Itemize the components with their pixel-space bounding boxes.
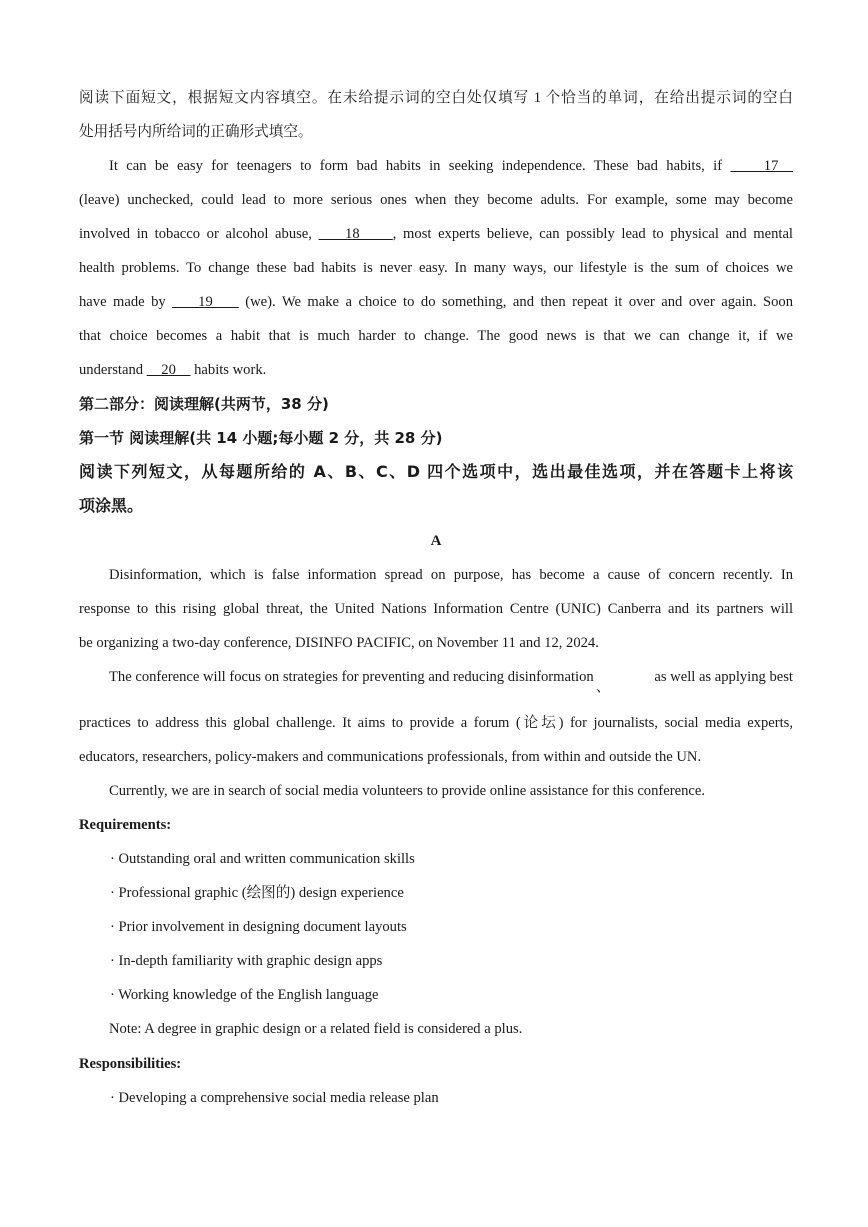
cloze-line-7: [79, 353, 793, 387]
cloze-line-2: (leave) unchecked, could lead to more serious ones when they become adults. For example, some may become: [79, 192, 793, 208]
section1-title: 第一节 阅读理解(共 14 小题;每小题 2 分，共 28 分): [79, 429, 443, 447]
passage-p2-line-2: practices to address this global challenge. It aims to provide a forum (论坛) for journalists, social media experts,: [79, 715, 793, 731]
reading-instruction-2: 项涂黑。: [79, 496, 144, 515]
passage-text: as well as applying best: [654, 669, 793, 685]
requirement-item: · Working knowledge of the English language: [110, 987, 379, 1003]
passage-p2-line-3: educators, researchers, policy-makers and communications professionals, from within and outside the UN.: [79, 749, 702, 765]
blank-18[interactable]: 18: [318, 226, 393, 242]
reading-instruction-1: 阅读下列短文，从每题所给的 A、B、C、D 四个选项中，选出最佳选项，并在答题卡上将该: [79, 462, 793, 481]
requirements-note: Note: A degree in graphic design or a related field is considered a plus.: [109, 1021, 523, 1037]
cloze-text: habits work.: [190, 362, 267, 378]
responsibility-item: · Developing a comprehensive social media release plan: [110, 1090, 439, 1106]
cloze-line-5: [79, 285, 793, 319]
cloze-line-6: that choice becomes a habit that is much harder to change. The good news is that we can change it, if we: [79, 328, 793, 344]
requirement-item: · Professional graphic (绘图的) design experience: [110, 885, 404, 901]
requirement-item: · Prior involvement in designing document layouts: [110, 919, 407, 935]
requirement-item: · In-depth familiarity with graphic design apps: [110, 953, 383, 969]
passage-letter: A: [430, 533, 442, 549]
requirement-item: · Outstanding oral and written communication skills: [110, 851, 415, 867]
cloze-text: It can be easy for teenagers to form bad habits in seeking independence. These bad habits, if: [109, 158, 731, 174]
cloze-line-1: [79, 149, 793, 183]
passage-p2-line-1: [79, 660, 793, 694]
passage-p3: Currently, we are in search of social media volunteers to provide online assistance for this conference.: [109, 783, 705, 799]
passage-text: The conference will focus on strategies for preventing and reducing disinformation: [109, 669, 594, 685]
cloze-text: (we). We make a choice to do something, and then repeat it over and over again. Soon: [238, 294, 793, 310]
cloze-text: understand: [79, 362, 147, 378]
responsibilities-title: Responsibilities:: [79, 1056, 182, 1072]
cloze-text: , most experts believe, can possibly lead to physical and mental: [392, 226, 793, 242]
cloze-line-4: health problems. To change these bad habits is never easy. In many ways, our lifestyle is the sum of choices we: [79, 260, 793, 276]
cloze-text: involved in tobacco or alcohol abuse,: [79, 226, 319, 242]
cloze-text: have made by: [79, 294, 173, 310]
part2-title: 第二部分：阅读理解(共两节，38 分): [79, 395, 329, 413]
blank-17[interactable]: 17: [730, 158, 793, 174]
passage-p1-line-1: Disinformation, which is false information spread on purpose, has become a cause of concern recently. In: [109, 567, 793, 583]
passage-p1-line-3: be organizing a two-day conference, DISINFO PACIFIC, on November 11 and 12, 2024.: [79, 635, 599, 651]
blank-20[interactable]: 20: [146, 362, 191, 378]
passage-p1-line-2: response to this rising global threat, the United Nations Information Centre (UNIC) Canberra and its partners will: [79, 601, 793, 617]
blank-19[interactable]: 19: [172, 294, 239, 310]
requirements-title: Requirements:: [79, 817, 172, 833]
stray-mark: 、: [595, 679, 611, 695]
instruction-line-2: 处用括号内所给词的正确形式填空。: [79, 124, 313, 140]
instruction-line-1: 阅读下面短文，根据短文内容填空。在未给提示词的空白处仅填写 1 个恰当的单词，在给出提示词的空白: [79, 90, 793, 106]
cloze-line-3: [79, 217, 793, 251]
